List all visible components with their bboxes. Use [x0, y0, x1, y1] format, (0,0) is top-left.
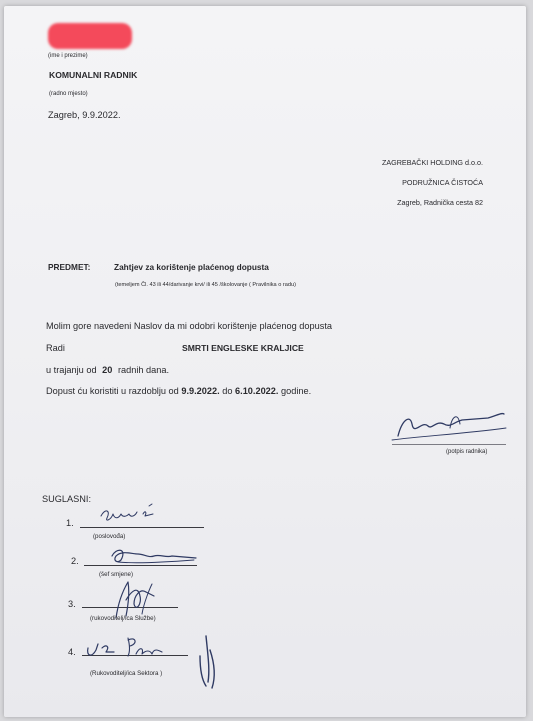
approval-number: 1.: [66, 518, 74, 528]
period-line: [46, 386, 311, 396]
approval-role: (šef smjene): [99, 571, 134, 578]
recipient-address: Zagreb, Radnička cesta 82: [397, 198, 483, 207]
approval-number: 4.: [68, 647, 76, 657]
job-position: KOMUNALNI RADNIK: [49, 70, 138, 80]
duration-line: [46, 365, 169, 375]
approval-signature-2: [108, 544, 198, 568]
reason-label: Radi: [46, 343, 65, 353]
approval-number: 2.: [71, 556, 79, 566]
recipient-branch: PODRUŽNICA ČISTOĆA: [402, 178, 483, 187]
request-text: Molim gore navedeni Naslov da mi odobri korištenje plaćenog dopusta: [46, 321, 332, 331]
duration-prefix: u trajanju od: [46, 365, 97, 375]
subject-label: PREDMET:: [48, 262, 91, 272]
position-caption: (radno mjesto): [49, 91, 88, 97]
document-page: [4, 6, 526, 717]
name-caption: (ime i prezime): [48, 53, 88, 59]
period-mid: do: [222, 386, 233, 396]
period-prefix: Dopust ću koristiti u razdoblju od: [46, 386, 179, 396]
place-date: Zagreb, 9.9.2022.: [48, 110, 121, 120]
employee-signature-caption: (potpis radnika): [446, 449, 488, 455]
period-from: 9.9.2022.: [181, 386, 220, 396]
period-suffix: godine.: [281, 386, 312, 396]
employee-signature-line: [392, 444, 506, 445]
approval-number: 3.: [68, 599, 76, 609]
duration-suffix: radnih dana.: [117, 365, 170, 375]
approval-role: (rukovoditelj/ica Službe): [90, 615, 156, 622]
recipient-company: ZAGREBAČKI HOLDING d.o.o.: [381, 158, 483, 167]
approval-signature-1: [99, 502, 159, 526]
redacted-name: [48, 23, 132, 49]
approvals-label: SUGLASNI:: [42, 494, 92, 504]
duration-days: 20: [102, 365, 113, 375]
employee-signature: [392, 406, 512, 446]
reason-text: SMRTI ENGLESKE KRALJICE: [182, 343, 304, 353]
approval-role: (Rukovoditelj/ica Sektora ): [90, 670, 163, 677]
approval-signature-line: [80, 527, 204, 528]
period-to: 6.10.2022.: [235, 386, 279, 396]
approval-role: (poslovođa): [93, 533, 126, 540]
subject-basis: (temeljem Čl. 43 ili 44/darivanje krvi/ ili 45 /školovanje ( Pravilnika o radu): [115, 282, 296, 288]
approval-signature-4: [82, 626, 232, 696]
subject-text: Zahtjev za korištenje plaćenog dopusta: [114, 262, 269, 272]
